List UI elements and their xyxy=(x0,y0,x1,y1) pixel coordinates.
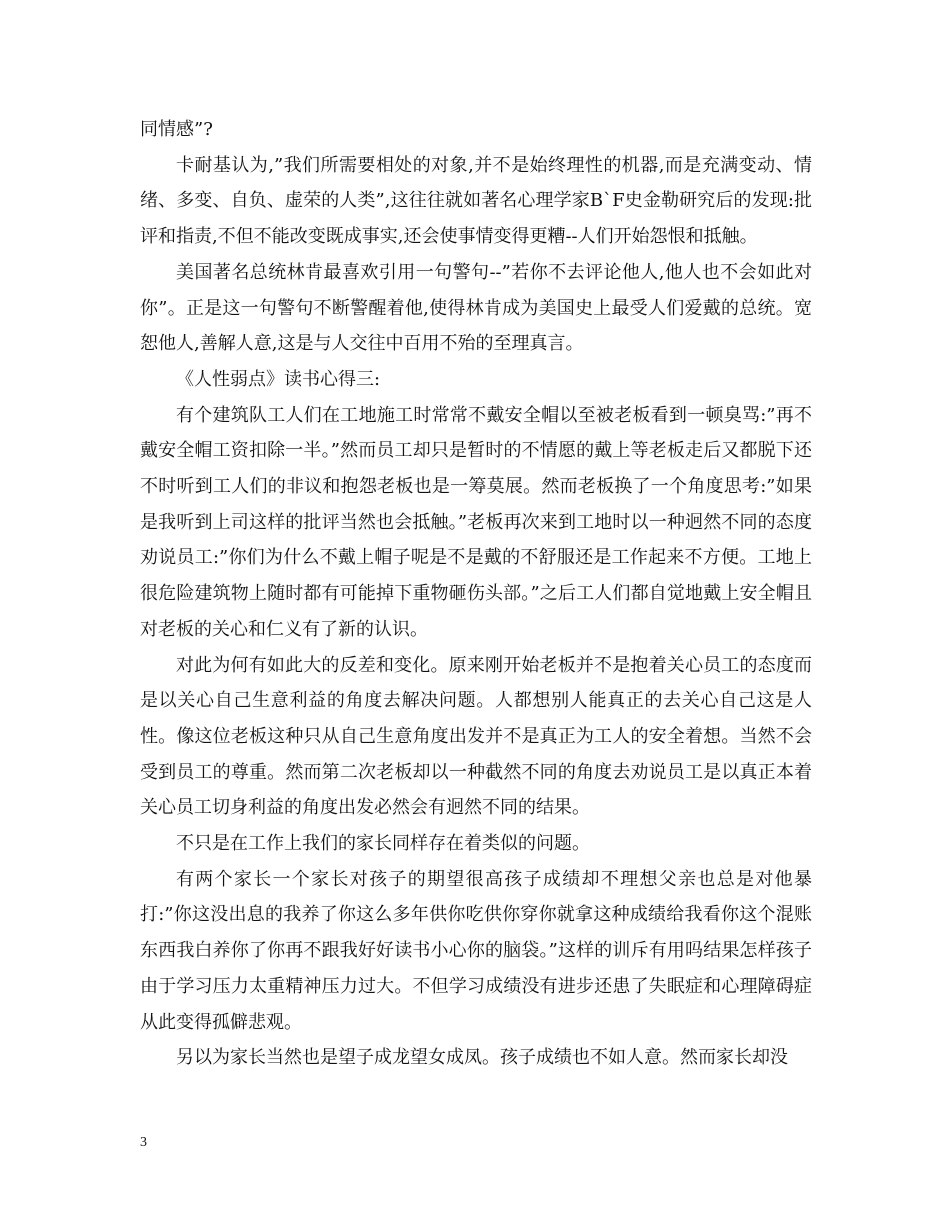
paragraph-5: 有个建筑队工人们在工地施工时常常不戴安全帽以至被老板看到一顿臭骂:”再不戴安全帽工资扣除一半。”然而员工却只是暂时的不情愿的戴上等老板走后又都脱下还不时听到工人们的非议和抱怨老板也是一筹莫展。然而老板换了一个角度思考:”如果是我听到上司这样的批评当然也会抵触。”老板再次来到工地时以一种迥然不同的态度劝说员工:”你们为什么不戴上帽子呢是不是戴的不舒服还是工作起来不方便。工地上很危险建筑物上随时都有可能掉下重物砸伤头部。”之后工人们都自觉地戴上安全帽且对老板的关心和仁义有了新的认识。 xyxy=(140,404,812,640)
paragraph-8: 有两个家长一个家长对孩子的期望很高孩子成绩却不理想父亲也总是对他暴打:”你这没出息的我养了你这么多年供你吃供你穿你就拿这种成绩给我看你这个混账东西我白养你了你再不跟我好好读书小心你的脑袋。”这样的训斥有用吗结果怎样孩子由于学习压力太重精神压力过大。不但学习成绩没有进步还患了失眠症和心理障碍症从此变得孤僻悲观。 xyxy=(140,868,812,1033)
paragraph-6: 对此为何有如此大的反差和变化。原来刚开始老板并不是抱着关心员工的态度而是以关心自己生意利益的角度去解决问题。人都想别人能真正的去关心自己这是人性。像这位老板这种只从自己生意角度出发并不是真正为工人的安全着想。当然不会受到员工的尊重。然而第二次老板却以一种截然不同的角度去劝说员工是以真正本着关心员工切身利益的角度出发必然会有迥然不同的结果。 xyxy=(140,654,812,819)
page-number: 3 xyxy=(140,1135,147,1150)
paragraph-9: 另以为家长当然也是望子成龙望女成凤。孩子成绩也不如人意。然而家长却没 xyxy=(176,1047,788,1069)
section-heading: 《人性弱点》读书心得三: xyxy=(176,368,381,390)
paragraph-7: 不只是在工作上我们的家长同样存在着类似的问题。 xyxy=(176,833,590,855)
body-text xyxy=(140,112,812,1076)
paragraph-1: 同情感”? xyxy=(140,119,213,140)
paragraph-3: 美国著名总统林肯最喜欢引用一句警句--”若你不去评论他人,他人也不会如此对你”。正是这一句警句不断警醒着他,使得林肯成为美国史上最受人们爱戴的总统。宽恕他人,善解人意,这是与人交往中百用不殆的至理真言。 xyxy=(140,261,812,355)
paragraph-2: 卡耐基认为,”我们所需要相处的对象,并不是始终理性的机器,而是充满变动、情绪、多变、自负、虚荣的人类”,这往往就如著名心理学家B`F史金勒研究后的发现:批评和指责,不但不能改变既成事实,还会使事情变得更糟--人们开始怨恨和抵触。 xyxy=(140,154,812,248)
